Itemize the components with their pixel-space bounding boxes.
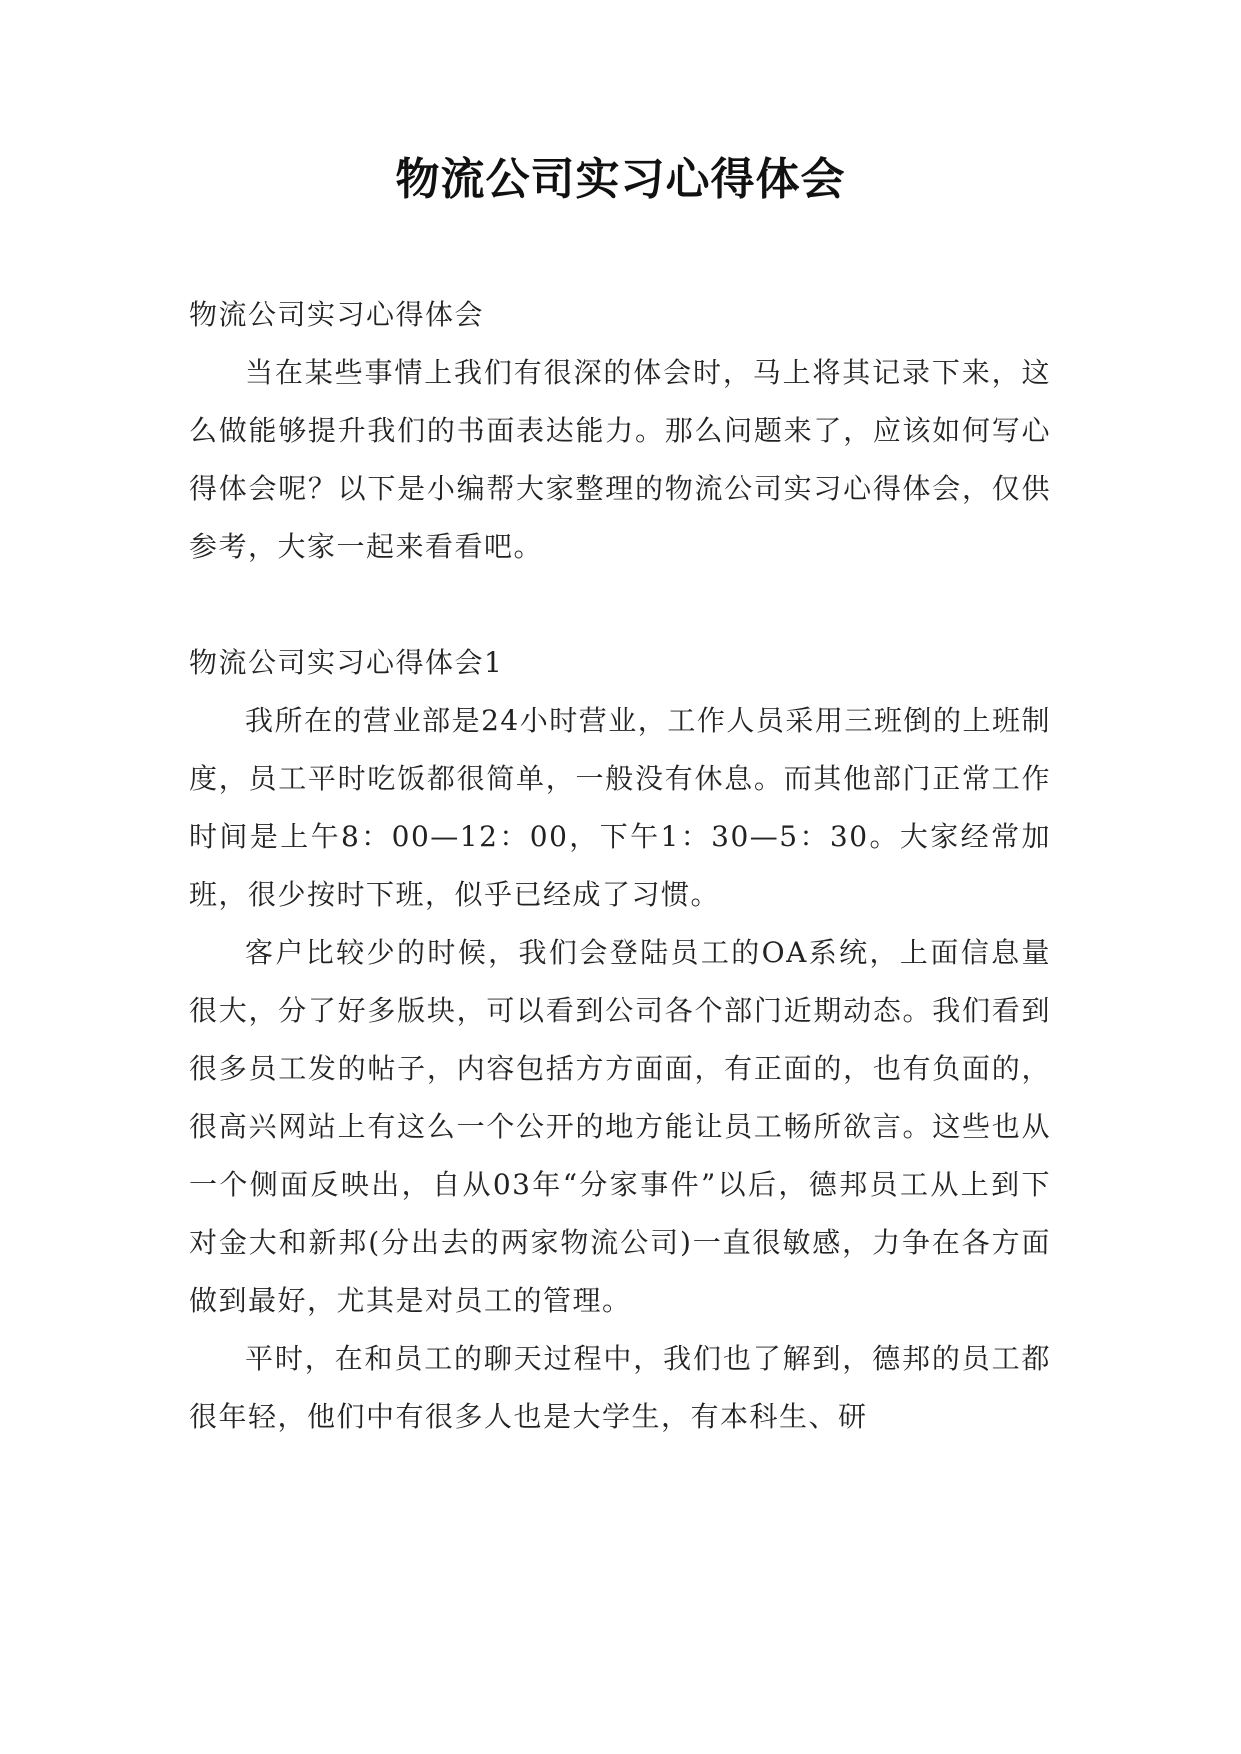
intro-heading: 物流公司实习心得体会 (189, 298, 485, 331)
intro-paragraph: 当在某些事情上我们有很深的体会时，马上将其记录下来，这么做能够提升我们的书面表达能力。那么问题来了，应该如何写心得体会呢？以下是小编帮大家整理的物流公司实习心得体会，仅供参考，大家一起来看看吧。 (189, 356, 1051, 563)
section1-paragraph-1: 我所在的营业部是24小时营业，工作人员采用三班倒的上班制度，员工平时吃饭都很简单，一般没有休息。而其他部门正常工作时间是上午8：00—12：00，下午1：30—5：30。大家经常加班，很少按时下班，似乎已经成了习惯。 (189, 704, 1051, 911)
section1-paragraph-3: 平时，在和员工的聊天过程中，我们也了解到，德邦的员工都很年轻，他们中有很多人也是大学生，有本科生、研 (189, 1342, 1051, 1433)
section1-heading: 物流公司实习心得体会1 (189, 646, 504, 679)
document-body (189, 286, 1051, 1446)
document-title: 物流公司实习心得体会 (395, 154, 846, 205)
section1-paragraph-2: 客户比较少的时候，我们会登陆员工的OA系统，上面信息量很大，分了好多版块，可以看到公司各个部门近期动态。我们看到很多员工发的帖子，内容包括方方面面，有正面的，也有负面的，很高兴网站上有这么一个公开的地方能让员工畅所欲言。这些也从一个侧面反映出，自从03年“分家事件”以后，德邦员工从上到下对金大和新邦(分出去的两家物流公司)一直很敏感，力争在各方面做到最好，尤其是对员工的管理。 (189, 936, 1051, 1317)
section-spacer (189, 576, 1051, 634)
